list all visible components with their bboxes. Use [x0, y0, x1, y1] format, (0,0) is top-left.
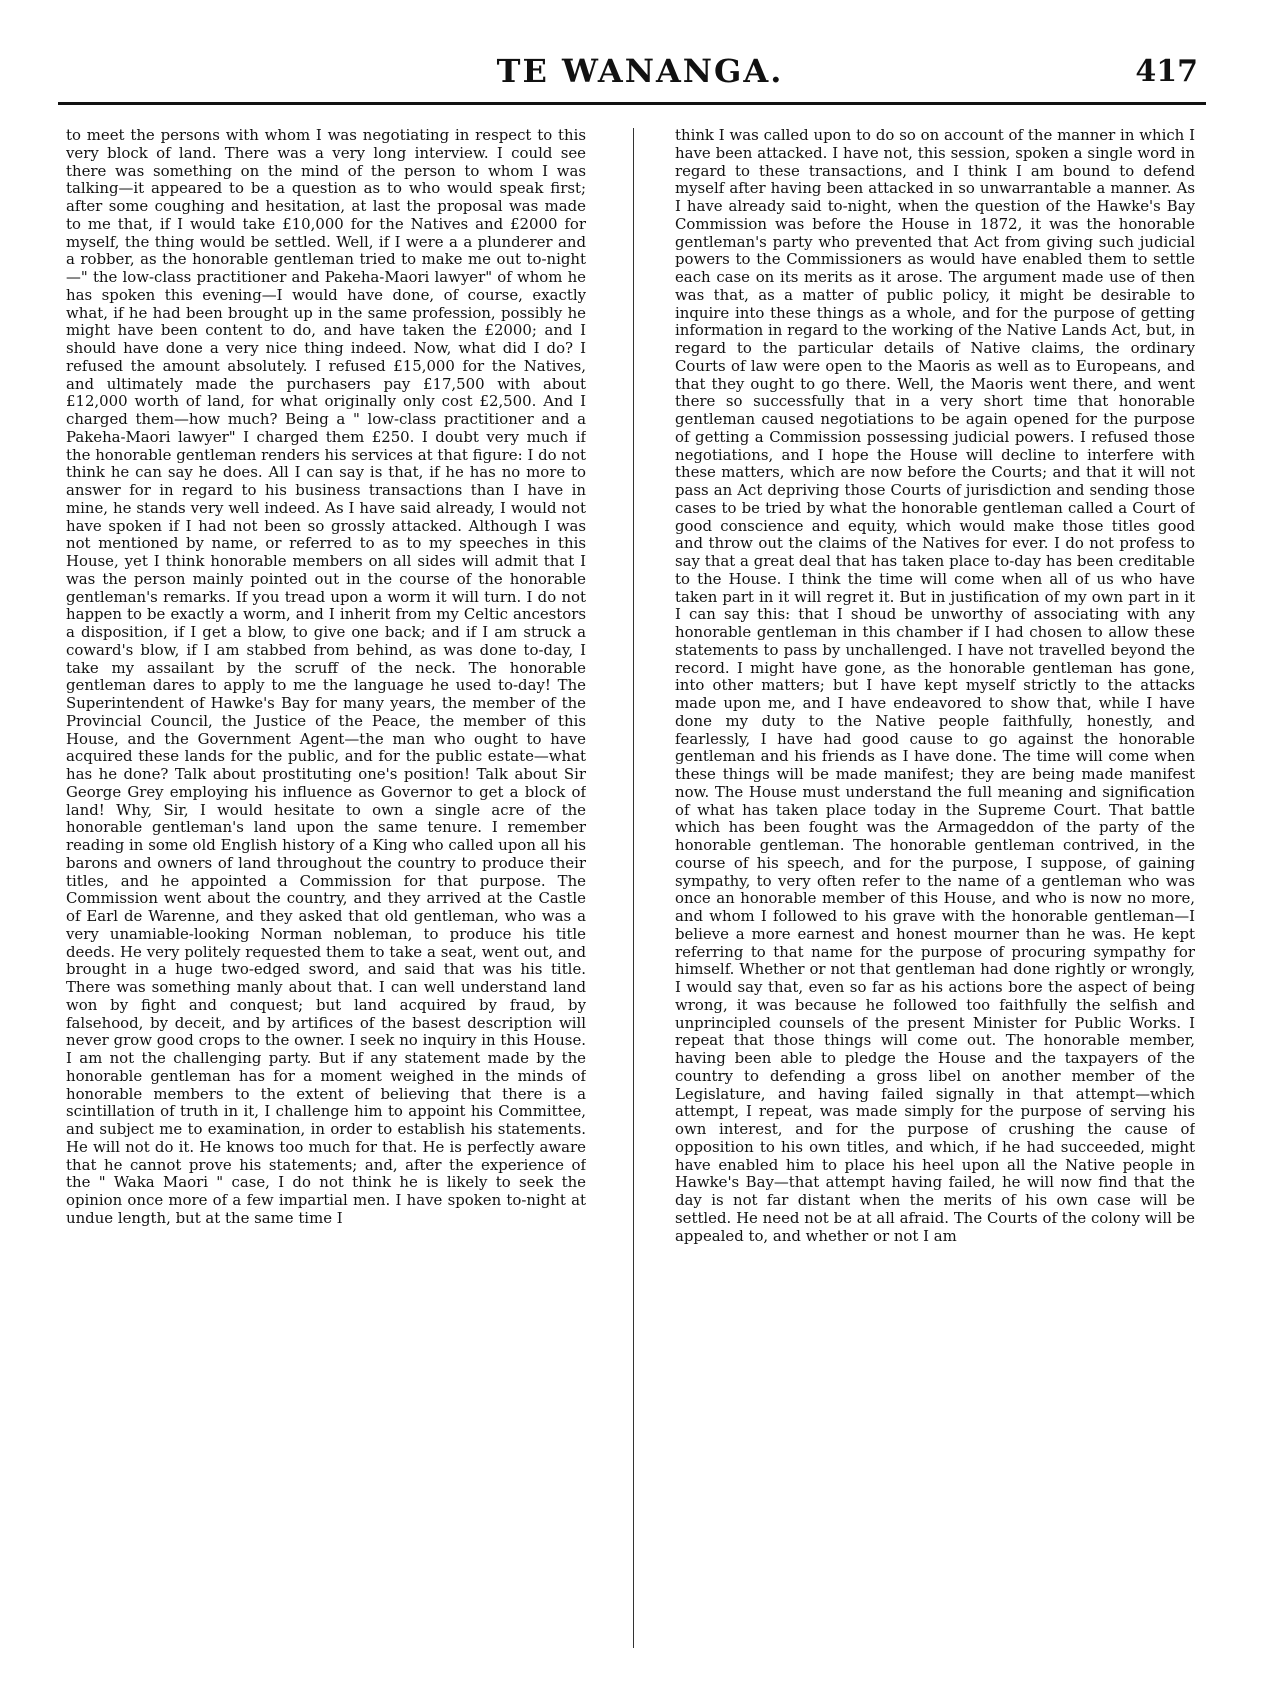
page-number: 417	[1135, 54, 1198, 89]
text-column-left	[66, 127, 586, 1652]
text-column-right	[675, 127, 1195, 1652]
column-left-text: to meet the persons with whom I was negotiating in respect to this very block of land. There was a very long interview. I could see there was something on the mind of the person to whom I was talking—it appeared to be a question as to who would speak first; after some coughing and hesitation, at last the proposal was made to me that, if I would take £10,000 for the Natives and £2000 for myself, the thing would be settled. Well, if I were a a plunderer and a robber, as the honorable gentleman tried to make me out to-night—" the low-class practitioner and Pakeha-Maori lawyer" of whom he has spoken this evening—I would have done, of course, exactly what, if he had been brought up in the same profession, possibly he might have been content to do, and have taken the £2000; and I should have done a very nice thing indeed. Now, what did I do? I refused the amount absolutely. I refused £15,000 for the Natives, and ultimately made the purchasers pay £17,500 with about £12,000 worth of land, for what originally only cost £2,500. And I charged them—how much? Being a " low-class practitioner and a Pakeha-Maori lawyer" I charged them £250. I doubt very much if the honorable gentleman renders his services at that figure: I do not think he can say he does. All I can say is that, if he has no more to answer for in regard to his business transactions than I have in mine, he stands very well indeed. As I have said already, I would not have spoken if I had not been so grossly attacked. Although I was not mentioned by name, or referred to as to my speeches in this House, yet I think honorable members on all sides will admit that I was the person mainly pointed out in the course of the honorable gentleman's remarks. If you tread upon a worm it will turn. I do not happen to be exactly a worm, and I inherit from my Celtic ancestors a disposition, if I get a blow, to give one back; and if I am struck a coward's blow, if I am stabbed from behind, as was done to-day, I take my assailant by the scruff of the neck. The honorable gentleman dares to apply to me the language he used to-day! The Superintendent of Hawke's Bay for many years, the member of the Provincial Council, the Justice of the Peace, the member of this House, and the Government Agent—the man who ought to have acquired these lands for the public, and for the public estate—what has he done? Talk about prostituting one's position! Talk about Sir George Grey employing his influence as Governor to get a block of land! Why, Sir, I would hesitate to own a single acre of the honorable gentleman's land upon the same tenure. I remember reading in some old English history of a King who called upon all his barons and owners of land throughout the country to produce their titles, and he appointed a Commission for that purpose. The Commission went about the country, and they arrived at the Castle of Earl de Warenne, and they asked that old gentleman, who was a very unamiable-looking Norman nobleman, to produce his title deeds. He very politely requested them to take a seat, went out, and brought in a huge two-edged sword, and said that was his title. There was something manly about that. I can well understand land won by fight and conquest; but land acquired by fraud, by falsehood, by deceit, and by artifices of the basest description will never grow good crops to the owner. I seek no inquiry in this House. I am not the challenging party. But if any statement made by the honorable gentleman has for a moment weighed in the minds of honorable members to the extent of believing that there is a scintillation of truth in it, I challenge him to appoint his Committee, and subject me to examination, in order to establish his statements. He will not do it. He knows too much for that. He is perfectly aware that he cannot prove his statements; and, after the experience of the " Waka Maori " case, I do not think he is likely to seek the opinion once more of a few impartial men. I have spoken to-night at undue length, but at the same time I	[66, 127, 586, 1227]
column-right-text: think I was called upon to do so on account of the manner in which I have been attacked. I have not, this session, spoken a single word in regard to these transactions, and I think I am bound to defend myself after having been attacked in so unwarrantable a manner. As I have already said to-night, when the question of the Hawke's Bay Commission was before the House in 1872, it was the honorable gentleman's party who prevented that Act from giving such judicial powers to the Commissioners as would have enabled them to settle each case on its merits as it arose. The argument made use of then was that, as a matter of public policy, it might be desirable to inquire into these things as a whole, and for the purpose of getting information in regard to the working of the Native Lands Act, but, in regard to the particular details of Native claims, the ordinary Courts of law were open to the Maoris as well as to Europeans, and that they ought to go there. Well, the Maoris went there, and went there so successfully that in a very short time that honorable gentleman caused negotiations to be again opened for the purpose of getting a Commission possessing judicial powers. I refused those negotiations, and I hope the House will decline to interfere with these matters, which are now before the Courts; and that it will not pass an Act depriving those Courts of jurisdiction and sending those cases to be tried by what the honorable gentleman called a Court of good conscience and equity, which would make those titles good and throw out the claims of the Natives for ever. I do not profess to say that a great deal that has taken place to-day has been creditable to the House. I think the time will come when all of us who have taken part in it will regret it. But in justification of my own part in it I can say this: that I shoud be unworthy of associating with any honorable gentleman in this chamber if I had chosen to allow these statements to pass by unchallenged. I have not travelled beyond the record. I might have gone, as the honorable gentleman has gone, into other matters; but I have kept myself strictly to the attacks made upon me, and I have endeavored to show that, while I have done my duty to the Native people faithfully, honestly, and fearlessly, I have had good cause to go against the honorable gentleman and his friends as I have done. The time will come when these things will be made manifest; they are being made manifest now. The House must understand the full meaning and signification of what has taken place today in the Supreme Court. That battle which has been fought was the Armageddon of the party of the honorable gentleman. The honorable gentleman contrived, in the course of his speech, and for the purpose, I suppose, of gaining sympathy, to very often refer to the name of a gentleman who was once an honorable member of this House, and who is now no more, and whom I followed to his grave with the honorable gentleman—I believe a more earnest and honest mourner than he was. He kept referring to that name for the purpose of procuring sympathy for himself. Whether or not that gentleman had done rightly or wrongly, I would say that, even so far as his actions bore the aspect of being wrong, it was because he followed too faithfully the selfish and unprincipled counsels of the present Minister for Public Works. I repeat that those things will come out. The honorable member, having been able to pledge the House and the taxpayers of the country to defending a gross libel on another member of the Legislature, and having failed signally in that attempt—which attempt, I repeat, was made simply for the purpose of serving his own interest, and for the purpose of crushing the cause of opposition to his own titles, and which, if he had succeeded, might have enabled him to place his heel upon all the Native people in Hawke's Bay—that attempt having failed, he will now find that the day is not far distant when the merits of his own case will be settled. He need not be at all afraid. The Courts of the colony will be appealed to, and whether or not I am	[675, 127, 1195, 1245]
column-divider	[633, 128, 634, 1648]
page-title: TE WANANGA.	[496, 52, 784, 90]
header-rule	[58, 102, 1206, 105]
masthead	[0, 38, 1280, 108]
